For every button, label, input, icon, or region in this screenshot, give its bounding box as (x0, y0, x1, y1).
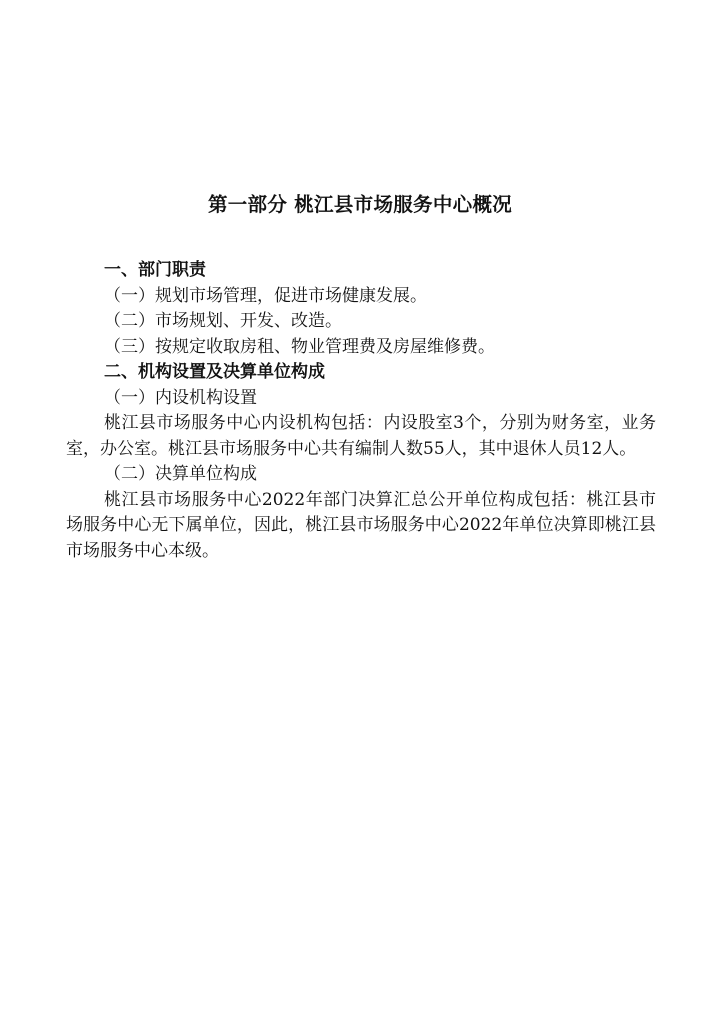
paragraph-budget-unit: 桃江县市场服务中心2022年部门决算汇总公开单位构成包括：桃江县市场服务中心无下属单位，因此，桃江县市场服务中心2022年单位决算即桃江县市场服务中心本级。 (66, 489, 656, 561)
subheading-internal-structure: （一）内设机构设置 (104, 387, 257, 408)
section-heading-organization: 二、机构设置及决算单位构成 (104, 362, 325, 382)
document-body (66, 258, 656, 564)
subheading-budget-unit: （二）决算单位构成 (104, 464, 257, 484)
duty-item-3: （三）按规定收取房租、物业管理费及房屋维修费。 (104, 336, 495, 357)
duty-item-1: （一）规划市场管理，促进市场健康发展。 (104, 285, 427, 306)
duty-item-2: （二）市场规划、开发、改造。 (104, 311, 342, 331)
section-heading-duties: 一、部门职责 (104, 260, 206, 280)
paragraph-internal-structure: 桃江县市场服务中心内设机构包括：内设股室3个，分别为财务室，业务室，办公室。桃江县市场服务中心共有编制人数55人，其中退休人员12人。 (66, 413, 656, 459)
page-title: 第一部分 桃江县市场服务中心概况 (207, 193, 513, 216)
